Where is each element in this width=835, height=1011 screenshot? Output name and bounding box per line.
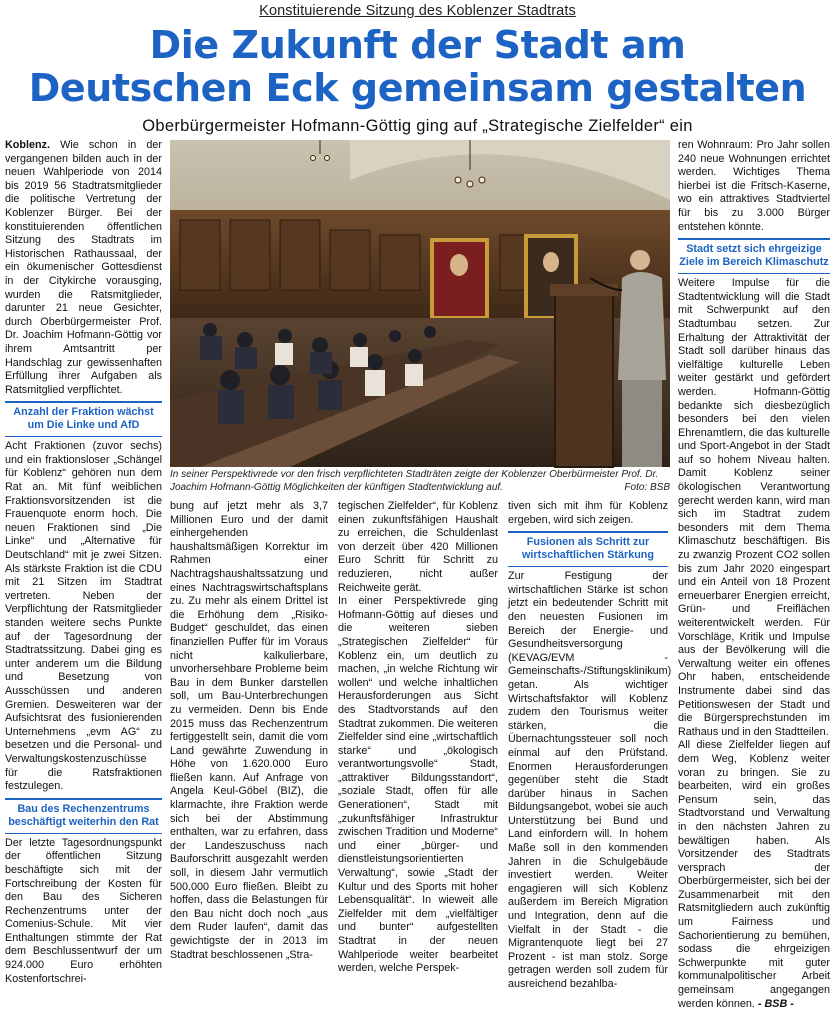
column-4 xyxy=(508,500,672,990)
subheading: Bau des Rechenzentrums beschäftigt weiterhin den Rat xyxy=(5,798,162,834)
paragraph xyxy=(678,739,830,1011)
paragraph: bung auf jetzt mehr als 3,7 Millionen Euro und der damit einhergehenden haushaltsmäßigen Korrektur im Rahmen einer Nachtragshaushaltssatzung und eines Nachtragswirtschaftsplans zu. Zu mehr als einem Drittel ist die Erhöhung dem „Risiko-Budget“ geschuldet, das einen finanziellen Puffer für im Voraus nicht kalkulierbare, unvorhersehbare Probleme beim Bau in dem Bunker darstellen soll, um Bau-Unterbrechungen zu vermeiden. Denn bis Ende 2015 muss das Rechenzentrum fertiggestellt sein, damit die vom Land gewährte Zuwendung in Höhe von 1.620.000 Euro fließen kann. Auf Anfrage von Angela Keul-Göbel (BIZ), die klarmachte, ihre Fraktion werde sich bei der Abstimmung enthalten, war zu erfahren, dass der Landeszuschuss nach Bauforschritt ausgezahlt werden soll, in diesem Jahr vermutlich 500.000 Euro fließen. Bleibt zu hoffen, dass die Belastungen für den Bau nicht doch noch „aus dem Ruder laufen“, damit das gewichtigste der in 2013 im Stadtrat beschlossenen „Stra- xyxy=(170,500,328,961)
paragraph-text: All diese Zielfelder liegen auf dem Weg, Koblenz weiter voran zu bringen. Sie zu bearbeiten, wird ein großes Pensum sein, das Stadtvorstand und Verwaltung in den nächsten Jahren zu bewältigen haben. Als Vorsitzender des Stadtrats versprach der Oberbürgermeister, sich bei der Zusammenarbeit mit den Ratsmitgliedern auch zukünftig um Fairness und Sachorientierung zu bemühen, sodass die ehrgeizigen Schwerpunkte mit guter kommunalpolitischer Arbeit gemeinsam angegangen werden können. xyxy=(678,739,830,1010)
paragraph: Der letzte Tagesordnungspunkt der öffentlichen Sitzung beschäftigte sich mit der Fortschreibung der Kosten für den Bau des Sicheren Rechenzentrums unter der Comenius-Schule. Mit vier Enthaltungen stimmte der Rat dem Beschlussentwurf der um 924.000 Euro erhöhten Kostenfortschrei- xyxy=(5,836,162,985)
subheading: Anzahl der Fraktion wächst um Die Linke und AfD xyxy=(5,401,162,437)
headline xyxy=(0,24,835,110)
paragraph: In einer Perspektivrede ging Hofmann-Göttig auf dieses und die weiteren sieben „Strategischen Zielfelder“ für Koblenz ein, um deutlich zu machen, „in welche Richtung wir wollen“ und welche inhaltlichen Herausforderungen aus Sicht des Stadtvorstands auf den Stadtrat zukommen. Die weiteren Zielfelder sind eine „wirtschaftlich starke“ und „ökologisch verantwortungsvolle“ Stadt, „attraktiver Bildungsstandort“, „soziale Stadt, offen für alle Generationen“, Stadt mit „zukunftsfähiger Infrastruktur zwischen Tradition und Moderne“ und einer „bürger- und dienstleistungsorientierten Verwaltung“, sowie „Stadt der Kultur und des Sports mit hoher Lebensqualität“. In wieweit alle Zielfelder mit dem „vielfältiger und bunter“ aufgestellten Stadtrat in der neuen Wahlperiode weiter bearbeitet werden, welche Perspek- xyxy=(338,595,498,975)
paragraph: tegischen Zielfelder“, für Koblenz einen zukunftsfähigen Haushalt zu erreichen, die Schuldenlast von derzeit über 420 Millionen Euro Schritt für Schritt zu reduzieren, nicht außer Reichweite gerät. xyxy=(338,500,498,594)
paragraph: Zur Festigung der wirtschaftlichen Stärke ist schon jetzt ein bedeutender Schritt mit den neuesten Fusionen im Bereich der Energie- und Gesundheitsversorgung (KEVAG/EVM - Gemeinschafts-/Stiftungsklinikum) getan. Als wichtiger Wirtschaftsfaktor will Koblenz zudem den Tourismus weiter stärken, die Übernachtungssteuer soll noch einmal auf den Prüfstand. Enormen Herausforderungen gegenüber steht die Stadt darüber hinaus in Sachen Bildungsangebot, wobei sie auch Unterstützung bei Bund und Land einfordern will. In hohem Maße soll in den kommenden Jahren in die Schulgebäude investiert werden. Weiter engagieren will sich Koblenz außerdem im Bereich Migration und Integration, denn auf die Vielfalt in der Stadt - die Migrantenquote liegt bei 27 Prozent - ist man stolz. Sorge getragen werden soll zudem für ausreichend bezahlba- xyxy=(508,570,672,990)
kicker: Konstituierende Sitzung des Koblenzer Stadtrats xyxy=(259,3,576,19)
photo-caption xyxy=(170,469,670,494)
paragraph xyxy=(5,139,162,397)
paragraph: ren Wohnraum: Pro Jahr sollen 240 neue Wohnungen errichtet werden. Wichtiges Thema hierbei ist die Fritsch-Kaserne, wo ein attraktives Stadtviertel für bis zu 3.000 Bürger entstehen könnte. xyxy=(678,139,830,233)
photo-illustration xyxy=(170,140,670,467)
author-signature: - BSB - xyxy=(757,997,794,1010)
paragraph: Acht Fraktionen (zuvor sechs) und ein fraktionsloser „Schängel für Koblenz“ gehören nun dem Rat an. Mit fünf weiblichen Fraktionsvorsitzenden ist die Frauenquote enorm hoch. Die neuen Fraktionen sind „Die Linke“ und „Alternative für Deutschland“ mit je zwei Sitzen. Als stärkste Fraktion ist die CDU mit 21 Sitzen im Stadtrat vertreten. Neben der Verpflichtung der Ratsmitglieder standen weitere sechs Punkte auf der Tagesordnung der Stadtratssitzung. Dabei ging es unter anderem um die Bildung und Besetzung von Ausschüssen und anderen Gremien. Desweiteren war der Aufsichtsrat des fusionierenden Unternehmens „evm AG“ zu besetzen und die Personal- und Verwaltungskostenzuschüsse für die Ratsfraktionen festzulegen. xyxy=(5,440,162,793)
subheading: Stadt setzt sich ehrgeizige Ziele im Bereich Klimaschutz xyxy=(678,238,830,274)
paragraph: tiven sich mit ihm für Koblenz ergeben, wird sich zeigen. xyxy=(508,500,668,526)
column-2 xyxy=(170,500,328,961)
column-5 xyxy=(678,139,830,1010)
photo-credit: Foto: BSB xyxy=(624,481,670,493)
subline: Oberbürgermeister Hofmann-Göttig ging auf „Strategische Zielfelder“ ein xyxy=(142,117,693,135)
paragraph: Weitere Impulse für die Stadtentwicklung will die Stadt mit Schwerpunkt auf den Stadtumbau setzen. Zur Erhaltung der Attraktivität der Stadt soll darüber hinaus das vielfältige kulturelle Leben weiter gestärkt und gefördert werden. Hofmann-Göttig bedankte sich diesbezüglich besonders bei den vielen Ehrenamtlern, die das kulturelle und Sport-Angebot in der Stadt auf so hohem Niveau halten. Damit Koblenz seiner ökologischen Verantwortung gerecht werden kann, wird man sich im Stadtrat zudem besonders mit dem Thema Klimaschutz beschäftigen. Bis zu zwanzig Prozent CO2 sollen bis zum Jahr 2020 eingespart und ein Anteil von 18 Prozent erneuerbarer Energien erreicht, Grün- und Freiflächen weiterentwickelt werden. Für Vorschläge, Kritik und Impulse aus der Bevölkerung will die Verwaltung weiter ein offenes Ohr haben, entscheidende Instrumente dabei sind das Petitionswesen der Stadt und die Bürgersprechstunden im Rathaus und in den Stadtteilen. xyxy=(678,277,830,738)
paragraph-text: Wie schon in der vergangenen bilden auch in der neuen Wahlperiode von 2014 bis 2019 56 Stadtratsmitglieder die politische Vertretung der Koblenzer Bürger. Bei der konstituierenden öffentlichen Sitzung des Stadtrats im Historischen Rathaussaal, der ein ökumenischer Gottesdienst in der Citykirche vorausging, wurden die Ratsmitglieder, darunter 21 neue Gesichter, durch Oberbürgermeister Prof. Dr. Joachim Hofmann-Göttig vor ihrem Amtsantritt per Handschlag zur gewissenhaften Erfüllung ihrer Aufgaben als Ratsmitglied verpflichtet. xyxy=(5,139,163,396)
column-1 xyxy=(5,139,163,985)
caption-text: In seiner Perspektivrede vor den frisch verpflichteten Stadträten zeigte der Koblenzer Oberbürmeister Prof. Dr. Joachim Hofmann-Göttig Möglichkeiten der künftigen Stadtentwicklung auf. xyxy=(170,469,659,493)
column-3 xyxy=(338,500,498,975)
dateline: Koblenz. xyxy=(5,139,50,151)
headline-line-1: Die Zukunft der Stadt am xyxy=(149,23,686,67)
council-meeting-photo xyxy=(170,140,670,467)
subheading: Fusionen als Schritt zur wirtschaftlichen Stärkung xyxy=(508,531,668,567)
headline-line-2: Deutschen Eck gemeinsam gestalten xyxy=(28,66,807,110)
